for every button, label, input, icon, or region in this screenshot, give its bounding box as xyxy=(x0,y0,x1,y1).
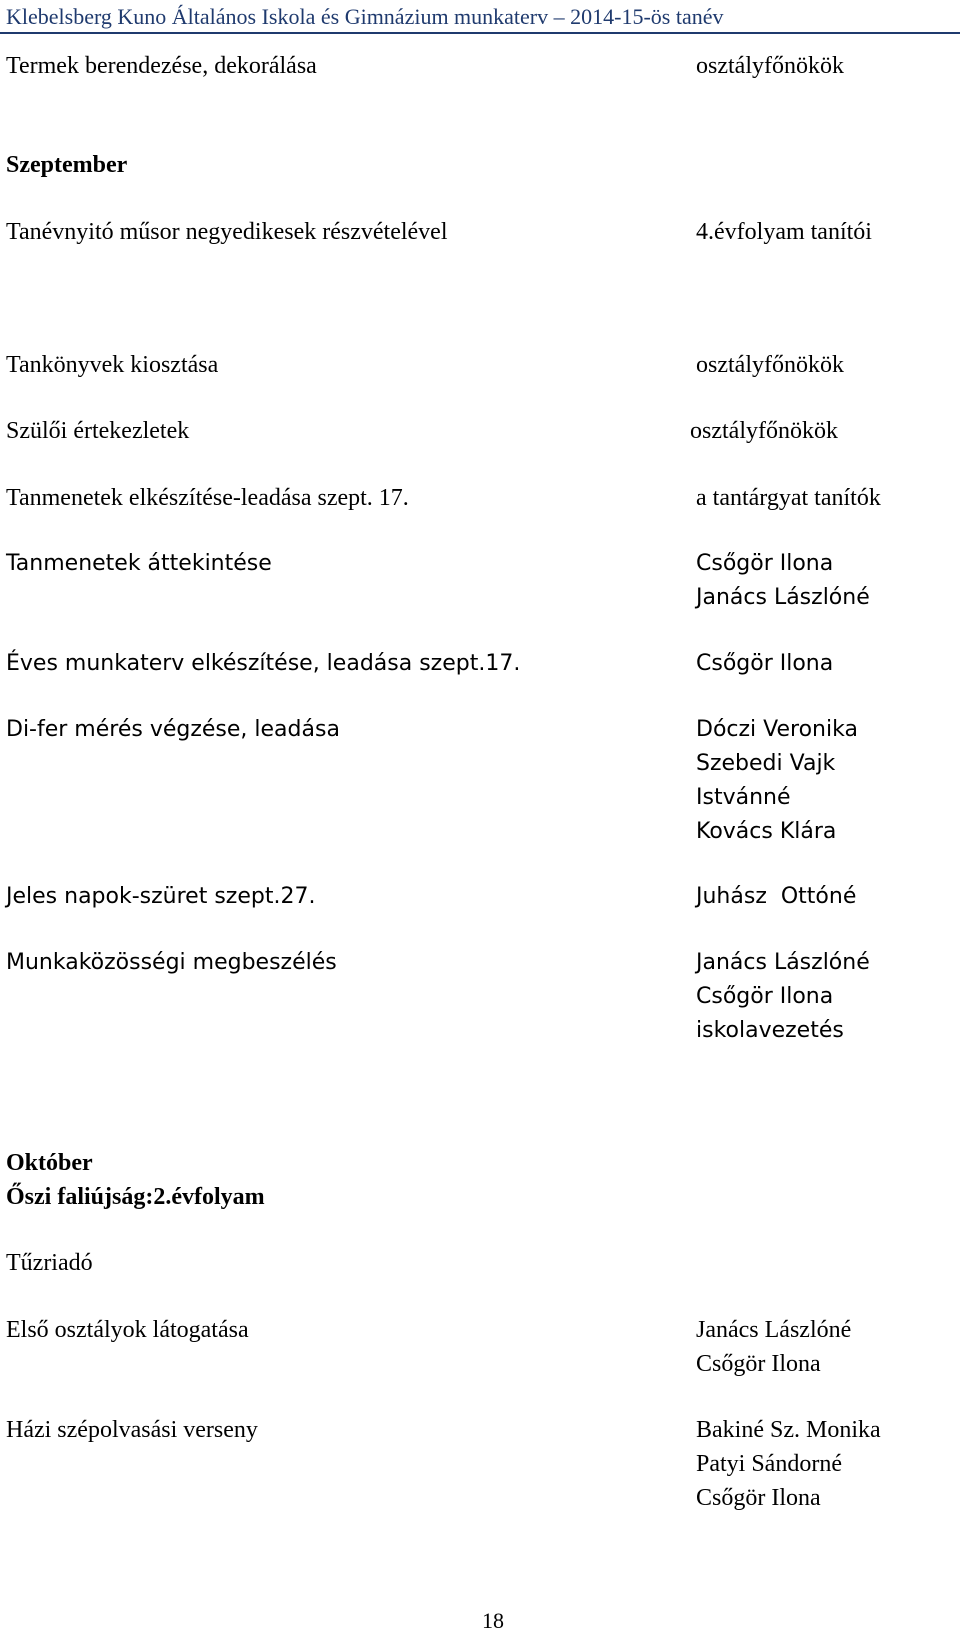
task-text: Jeles napok-szüret szept.27. xyxy=(6,884,316,909)
responsible-text: 4.évfolyam tanítói xyxy=(696,219,872,245)
page-number: 18 xyxy=(482,1608,504,1633)
responsible-name: Bakiné Sz. Monika xyxy=(696,1417,881,1443)
task-text: Termek berendezése, dekorálása xyxy=(6,53,317,79)
responsible-name: iskolavezetés xyxy=(696,1018,844,1043)
task-text: Di-fer mérés végzése, leadása xyxy=(6,717,340,742)
responsible-name: Istvánné xyxy=(696,785,791,810)
responsible-text: osztályfőnökök xyxy=(690,418,838,444)
responsible-name: Dóczi Veronika xyxy=(696,717,858,742)
task-text: Tűzriadó xyxy=(6,1250,93,1276)
task-text: Tanévnyitó műsor negyedikesek részvételével xyxy=(6,219,448,245)
task-text: Munkaközösségi megbeszélés xyxy=(6,950,337,975)
responsible-name: Csőgör Ilona xyxy=(696,984,834,1009)
responsible-name: Juhász Ottóné xyxy=(696,884,857,909)
task-text: Első osztályok látogatása xyxy=(6,1317,249,1343)
task-text: Tankönyvek kiosztása xyxy=(6,352,219,378)
task-text: Tanmenetek áttekintése xyxy=(6,551,272,576)
responsible-name: Szebedi Vajk xyxy=(696,751,836,776)
responsible-name: Patyi Sándorné xyxy=(696,1451,842,1477)
responsible-name: Csőgör Ilona xyxy=(696,551,834,576)
month-heading-september: Szeptember xyxy=(6,152,128,178)
responsible-text: osztályfőnökök xyxy=(696,352,844,378)
responsible-name: Janács Lászlóné xyxy=(696,585,870,610)
task-text: Szülői értekezletek xyxy=(6,418,190,444)
subheading: Őszi faliújság:2.évfolyam xyxy=(6,1184,265,1210)
month-heading-october: Október xyxy=(6,1150,93,1176)
document-title: Klebelsberg Kuno Általános Iskola és Gimnázium munkaterv – 2014-15-ös tanév xyxy=(6,4,724,29)
responsible-name: Janács Lászlóné xyxy=(696,950,870,975)
responsible-name: Kovács Klára xyxy=(696,819,837,844)
responsible-name: Csőgör Ilona xyxy=(696,651,834,676)
task-text: Éves munkaterv elkészítése, leadása szept.17. xyxy=(6,651,521,676)
task-text: Házi szépolvasási verseny xyxy=(6,1417,258,1443)
header-divider xyxy=(0,32,960,34)
responsible-text: a tantárgyat tanítók xyxy=(696,485,881,511)
responsible-name: Janács Lászlóné xyxy=(696,1317,852,1343)
responsible-name: Csőgör Ilona xyxy=(696,1485,821,1511)
task-text: Tanmenetek elkészítése-leadása szept. 17. xyxy=(6,485,409,511)
responsible-text: osztályfőnökök xyxy=(696,53,844,79)
responsible-name: Csőgör Ilona xyxy=(696,1351,821,1377)
